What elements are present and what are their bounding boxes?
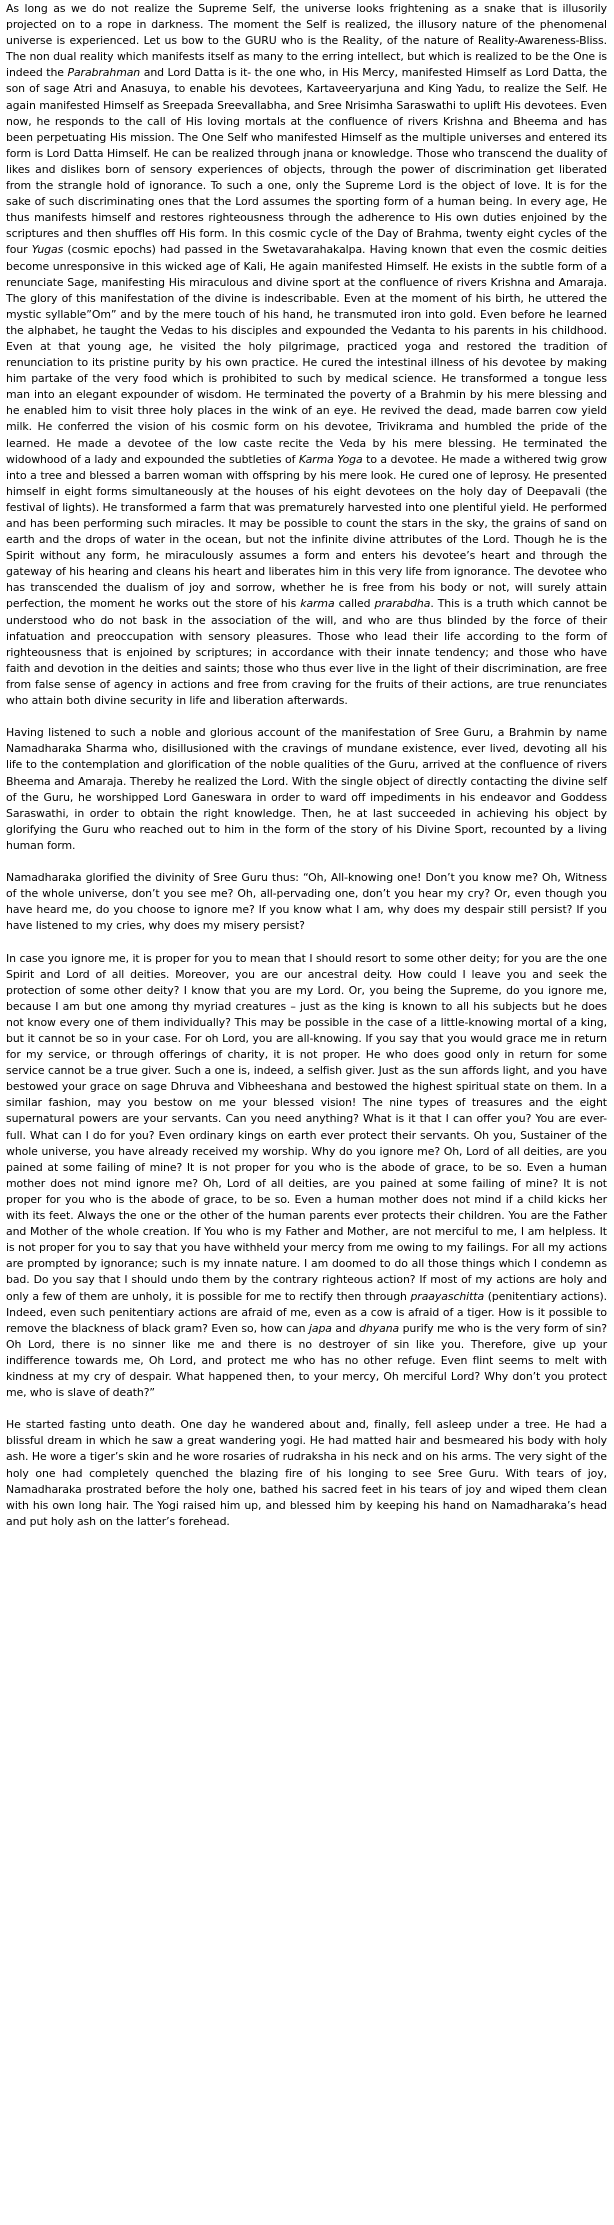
paragraph-plea (6, 951, 607, 1402)
text-run: In case you ignore me, it is proper for you to mean that I should resort to some other deity; for you are the one Spirit and Lord of all deities. Moreover, you are our ancestral deity. How could I leave you and seek the protection of some other deity? I know that you are my Lord. Or, you being the Supreme, do you ignore me, because I am but one among thy myriad creatures – just as the king is known to all his subjects but he does not know every one of them individually? This may be possible in the case of a little-knowing mortal of a king, but it cannot be so in your case. For oh Lord, you are all-knowing. If you say that you would grace me in return for my service, or through offerings of charity, it is not proper. He who does good only in return for some service cannot be a true giver. Such a one is, indeed, a selfish giver. Just as the sun affords light, and you have bestowed your grace on sage Dhruva and Vibheeshana and bestowed the highest spiritual state on them. In a similar fashion, may you bestow on me your blessed vision! The nine types of treasures and the eight supernatural powers are your servants. Can you need anything? What is it that I can offer you? You are ever-full. What can I do for you? Even ordinary kings on earth ever protect their servants. Oh you, Sustainer of the whole universe, you have already received my worship. Why do you ignore me? Oh, Lord of all deities, are you pained at some failing of mine? It is not proper for you who is the abode of grace, to be so. Even a human mother does not mind ignore me? Oh, Lord of all deities, are you pained at some failing of mine? It is not proper for you who is the abode of grace, to be so. Even a human mother does not mind if a child kicks her with its feet. Always the one or the other of the human parents ever protects their children. You are the Father and Mother of the whole creation. If You who is my Father and Mother, are not merciful to me, I am helpless. It is not proper for you to say that you have withheld your mercy from me owing to my failings. For all my actions are prompted by ignorance; such is my innate nature. I am doomed to do all those things which I condemn as bad. Do you say that I should undo them by the contrary righteous action? If most of my actions are holy and only a few of them are unholy, it is possible for me to rectify then through (6, 951, 607, 1303)
text-run: . This is a truth which cannot be understood who do not bask in the association of the will, and who are thus blinded by the force of their infatuation and preoccupation with sensory pleasures. Those who lead their life according to the form of righteousness that is enjoined by scriptures; in accordance with their innate tendency; and those who have faith and devotion in the deities and saints; those who thus ever live in the light of their discrimination, are free from false sense of agency in actions and free from craving for the fruits of their actions, are true renunciates who attain both divine security in life and liberation afterwards. (6, 597, 607, 708)
italic-term: Yugas (31, 243, 64, 257)
text-run: called (334, 597, 375, 611)
paragraph-namadharaka-arrival (6, 725, 607, 854)
italic-term: Karma Yoga (298, 452, 363, 466)
text-run: and (331, 1321, 360, 1335)
italic-term: Parabrahman (67, 66, 141, 80)
text-run: (penitentiary actions). Indeed, even such penitentiary actions are afraid of me, even as a cow is afraid of a tiger. How is it possible to remove the blackness of black gram? Even so, how can (6, 1289, 607, 1335)
italic-term: japa (308, 1321, 332, 1335)
text-run: He started fasting unto death. One day he wandered about and, finally, fell asleep under a tree. He had a blissful dream in which he saw a great wandering yogi. He had matted hair and besmeared his body with holy ash. He wore a tiger’s skin and he wore rosaries of rudraksha in his neck and on his arms. The very sight of the holy one had completely quenched the blazing fire of his longing to see Sree Guru. With tears of joy, Namadharaka prostrated before the holy one, bathed his sacred feet in his tears of joy and wiped them clean with his own long hair. The Yogi raised him up, and blessed him by keeping his hand on Namadharaka’s head and put holy ash on the latter’s forehead. (6, 1418, 607, 1528)
text-run: As long as we do not realize the Supreme Self, the universe looks frightening as a snake that is illusorily projected on to a rope in darkness. The moment the Self is realized, the illusory nature of the phenomenal universe is experienced. Let us bow to the GURU who is the Reality, of the nature of Reality-Awareness-Bliss. The non dual reality which manifests itself as many to the erring intellect, but which is realized to be the One is indeed the (6, 2, 607, 80)
text-run: (cosmic epochs) had passed in the Swetavarahakalpa. Having known that even the cosmic deities become unresponsive in this wicked age of Kali, He again manifested Himself. He exists in the subtle form of a renunciate Sage, manifesting His miraculous and divine sport at the confluence of rivers Krishna and Amaraja. The glory of this manifestation of the divine is indescribable. Even at the moment of his birth, he uttered the mystic syllable”Om” and by the mere touch of his hand, he transmuted iron into gold. Even before he learned the alphabet, he taught the Vedas to his disciples and expounded the Vedanta to his parents in his childhood. Even at that young age, he visited the holy pilgrimage, practiced yoga and restored the tradition of renunciation to its pristine purity by his own practice. He cured the intestinal illness of his devotee by making him partake of the very food which is prohibited to such by medical science. He transformed a tongue less man into an elegant expounder of wisdom. He terminated the poverty of a Brahmin by his mere blessing and he enabled him to visit three holy places in the wink of an eye. He revived the dead, made barren cow yield milk. He conferred the vision of his cosmic form on his devotee, Trivikrama and humbled the pride of the learned. He made a devotee of the low caste recite the Veda by his mere blessing. He terminated the widowhood of a lady and expounded the subtleties of (6, 243, 607, 466)
italic-term: karma (300, 597, 335, 611)
italic-term: praayaschitta (410, 1289, 485, 1303)
text-run: to a devotee. He made a withered twig grow into a tree and blessed a barren woman with offspring by his mere look. He cured one of leprosy. He presented himself in eight forms simultaneously at the houses of his eight devotees on the holy day of Deepavali (the festival of lights). He transformed a farm that was prematurely harvested into one plentiful yield. He performed and has been performing such miracles. It may be possible to count the stars in the sky, the grains of sand on earth and the drops of water in the ocean, but not the infinite divine attributes of the Lord. Though he is the Spirit without any form, he miraculously assumes a form and enters his devotee’s heart and through the gateway of his hearing and cleans his heart and liberates him in this very life from ignorance. The devotee who has transcended the dualism of joy and sorrow, whether he is free from his body or not, will surely attain perfection, the moment he works out the store of his (6, 452, 607, 611)
paragraph-glorification (6, 870, 607, 934)
paragraph-supreme-self (6, 1, 607, 709)
italic-term: dhyana (359, 1321, 400, 1335)
text-run: Having listened to such a noble and glorious account of the manifestation of Sree Guru, a Brahmin by name Namadharaka Sharma who, disillusioned with the cravings of mundane existence, ever lived, devoting all his life to the contemplation and glorification of the noble qualities of the Guru, arrived at the confluence of rivers Bheema and Amaraja. Thereby he realized the Lord. With the single object of directly contacting the divine self of the Guru, he worshipped Lord Ganeswara in order to ward off impediments in his endeavor and Goddess Saraswathi, in order to obtain the right knowledge. Then, he at last succeeded in achieving his object by glorifying the Guru who reached out to him in the form of the story of his Divine Sport, recounted by a living human form. (6, 726, 607, 852)
paragraph-dream-of-yogi (6, 1417, 607, 1530)
text-run: Namadharaka glorified the divinity of Sree Guru thus: “Oh, All-knowing one! Don’t you know me? Oh, Witness of the whole universe, don’t you see me? Oh, all-pervading one, don’t you hear my cry? Or, even though you have heard me, do you choose to ignore me? If you know what I am, why does my despair still persist? If you have listened to my cries, why does my misery persist? (6, 871, 607, 933)
text-run: and Lord Datta is it- the one who, in His Mercy, manifested Himself as Lord Datta, the son of sage Atri and Anasuya, to enable his devotees, Kartaveeryarjuna and King Yadu, to realize the Self. He again manifested Himself as Sreepada Sreevallabha, and Sree Nrisimha Saraswathi to uplift His devotees. Even now, he responds to the call of His loving mortals at the confluence of rivers Krishna and Bheema and has been perpetuating His mission. The One Self who manifested Himself as the multiple universes and entered its form is Lord Datta Himself. He can be realized through jnana or knowledge. Those who transcend the duality of likes and dislikes born of sensory experiences of objects, through the power of discrimination get liberated from the strangle hold of ignorance. To such a one, only the Supreme Lord is the object of love. It is for the sake of such discriminating ones that the Lord assumes the sporting form of a human being. In every age, He thus manifests himself and restores righteousness through the adherence to His own duties enjoined by the scriptures and then shuffles off His form. In this cosmic cycle of the Day of Brahma, twenty eight cycles of the four (6, 66, 607, 257)
italic-term: prarabdha (374, 597, 431, 611)
text-run: purify me who is the very form of sin? Oh Lord, there is no sinner like me and there is no destroyer of sin like you. Therefore, give up your indifference towards me, Oh Lord, and protect me who has no other refuge. Even flint seems to melt with kindness at my cry of despair. What happened then, to your mercy, Oh merciful Lord? Why don’t you protect me, who is slave of death?” (6, 1321, 607, 1400)
